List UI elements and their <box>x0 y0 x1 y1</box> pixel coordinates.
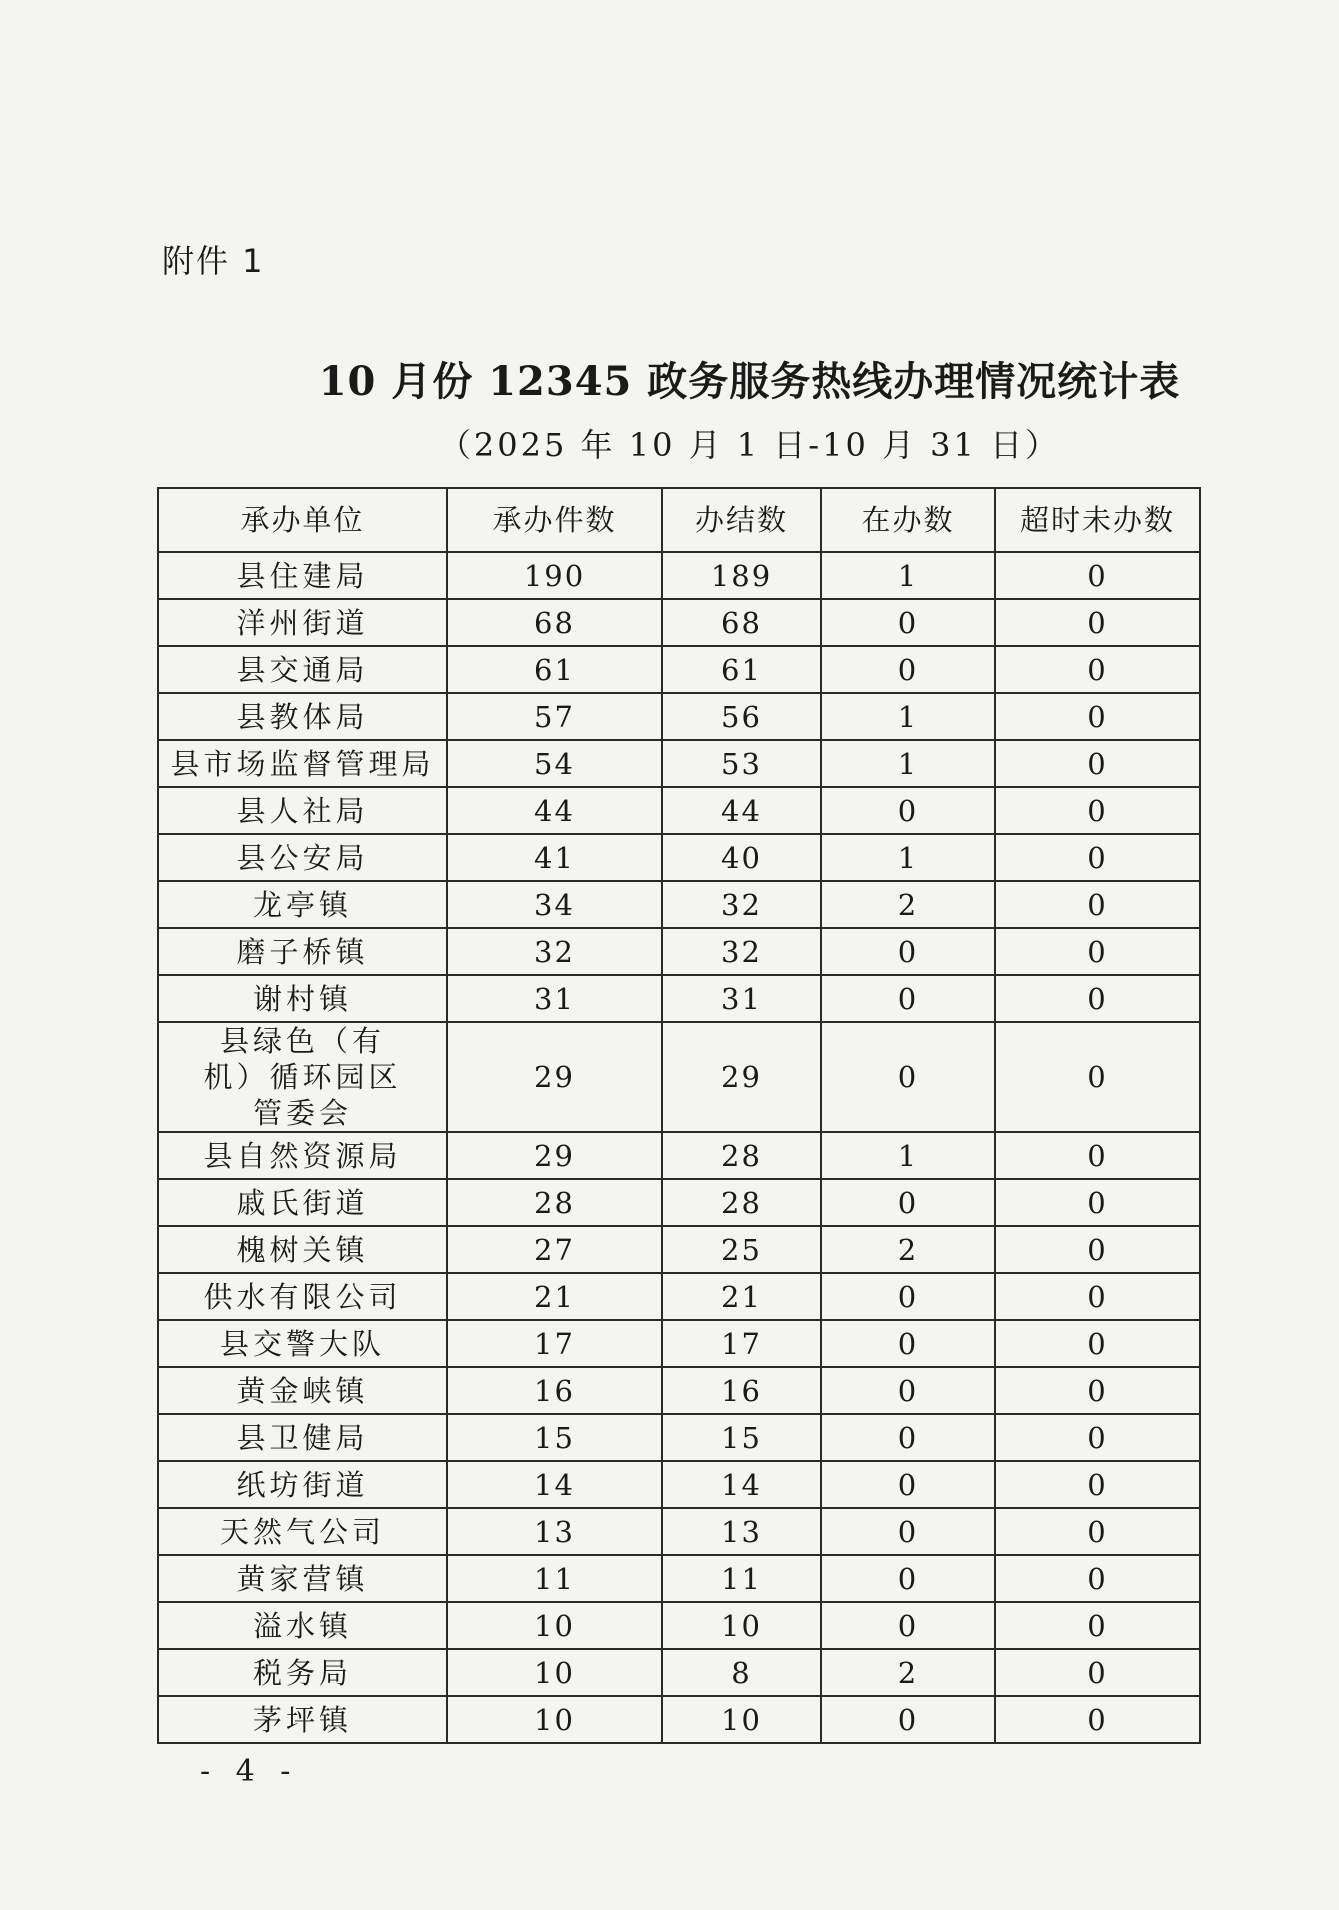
cell-in-progress: 0 <box>821 599 995 646</box>
cell-overdue: 0 <box>995 1367 1200 1414</box>
cell-assigned: 32 <box>447 928 662 975</box>
cell-overdue: 0 <box>995 1132 1200 1179</box>
cell-completed: 32 <box>662 881 821 928</box>
cell-in-progress: 0 <box>821 1696 995 1743</box>
table-row <box>158 552 1200 599</box>
cell-overdue: 0 <box>995 1414 1200 1461</box>
table-row <box>158 1461 1200 1508</box>
table-row <box>158 693 1200 740</box>
cell-in-progress: 0 <box>821 975 995 1022</box>
cell-completed: 28 <box>662 1132 821 1179</box>
cell-completed: 15 <box>662 1414 821 1461</box>
cell-unit: 县人社局 <box>158 787 447 834</box>
cell-assigned: 54 <box>447 740 662 787</box>
cell-assigned: 10 <box>447 1696 662 1743</box>
table-row <box>158 928 1200 975</box>
cell-overdue: 0 <box>995 1022 1200 1132</box>
column-header-assigned: 承办件数 <box>447 488 662 552</box>
cell-unit: 洋州街道 <box>158 599 447 646</box>
cell-unit: 供水有限公司 <box>158 1273 447 1320</box>
cell-in-progress: 0 <box>821 1555 995 1602</box>
cell-assigned: 27 <box>447 1226 662 1273</box>
cell-overdue: 0 <box>995 881 1200 928</box>
page-number: - 4 - <box>200 1754 299 1789</box>
cell-completed: 68 <box>662 599 821 646</box>
cell-in-progress: 0 <box>821 928 995 975</box>
cell-unit: 税务局 <box>158 1649 447 1696</box>
cell-in-progress: 0 <box>821 1508 995 1555</box>
cell-completed: 8 <box>662 1649 821 1696</box>
cell-unit: 溢水镇 <box>158 1602 447 1649</box>
cell-completed: 16 <box>662 1367 821 1414</box>
cell-overdue: 0 <box>995 1273 1200 1320</box>
table-row <box>158 881 1200 928</box>
cell-unit: 磨子桥镇 <box>158 928 447 975</box>
cell-completed: 53 <box>662 740 821 787</box>
cell-in-progress: 0 <box>821 1367 995 1414</box>
table-row <box>158 1179 1200 1226</box>
hotline-statistics-table <box>157 487 1201 1744</box>
cell-completed: 10 <box>662 1602 821 1649</box>
cell-in-progress: 1 <box>821 834 995 881</box>
cell-overdue: 0 <box>995 1649 1200 1696</box>
table-row <box>158 1508 1200 1555</box>
document-title: 10 月份 12345 政务服务热线办理情况统计表 <box>318 358 1181 405</box>
table-row <box>158 1226 1200 1273</box>
cell-in-progress: 0 <box>821 1320 995 1367</box>
cell-assigned: 14 <box>447 1461 662 1508</box>
cell-in-progress: 1 <box>821 693 995 740</box>
cell-completed: 40 <box>662 834 821 881</box>
cell-in-progress: 0 <box>821 1022 995 1132</box>
table-row <box>158 1320 1200 1367</box>
cell-overdue: 0 <box>995 1696 1200 1743</box>
attachment-label: 附件 1 <box>162 242 265 280</box>
cell-overdue: 0 <box>995 1461 1200 1508</box>
cell-assigned: 10 <box>447 1649 662 1696</box>
table-row <box>158 1696 1200 1743</box>
cell-overdue: 0 <box>995 1555 1200 1602</box>
cell-completed: 29 <box>662 1022 821 1132</box>
cell-overdue: 0 <box>995 1226 1200 1273</box>
cell-unit: 县自然资源局 <box>158 1132 447 1179</box>
cell-completed: 56 <box>662 693 821 740</box>
cell-assigned: 16 <box>447 1367 662 1414</box>
table-row <box>158 1273 1200 1320</box>
cell-completed: 31 <box>662 975 821 1022</box>
cell-overdue: 0 <box>995 1602 1200 1649</box>
cell-overdue: 0 <box>995 928 1200 975</box>
table-row <box>158 1649 1200 1696</box>
cell-unit: 纸坊街道 <box>158 1461 447 1508</box>
cell-completed: 10 <box>662 1696 821 1743</box>
table-row <box>158 1367 1200 1414</box>
cell-assigned: 57 <box>447 693 662 740</box>
cell-unit: 戚氏街道 <box>158 1179 447 1226</box>
cell-unit: 县住建局 <box>158 552 447 599</box>
cell-assigned: 41 <box>447 834 662 881</box>
cell-overdue: 0 <box>995 740 1200 787</box>
cell-in-progress: 1 <box>821 740 995 787</box>
column-header-completed: 办结数 <box>662 488 821 552</box>
cell-in-progress: 0 <box>821 1179 995 1226</box>
column-header-in-progress: 在办数 <box>821 488 995 552</box>
cell-assigned: 10 <box>447 1602 662 1649</box>
column-header-unit: 承办单位 <box>158 488 447 552</box>
cell-assigned: 68 <box>447 599 662 646</box>
table-row <box>158 1602 1200 1649</box>
cell-completed: 13 <box>662 1508 821 1555</box>
cell-assigned: 13 <box>447 1508 662 1555</box>
cell-overdue: 0 <box>995 693 1200 740</box>
table-row <box>158 646 1200 693</box>
cell-in-progress: 0 <box>821 1273 995 1320</box>
cell-in-progress: 1 <box>821 1132 995 1179</box>
cell-unit: 茅坪镇 <box>158 1696 447 1743</box>
cell-completed: 21 <box>662 1273 821 1320</box>
table-row <box>158 599 1200 646</box>
cell-in-progress: 0 <box>821 1602 995 1649</box>
cell-in-progress: 0 <box>821 1461 995 1508</box>
cell-in-progress: 1 <box>821 552 995 599</box>
cell-completed: 32 <box>662 928 821 975</box>
cell-in-progress: 0 <box>821 787 995 834</box>
table-row <box>158 1132 1200 1179</box>
table-body <box>158 552 1200 1743</box>
cell-unit: 县市场监督管理局 <box>158 740 447 787</box>
cell-unit: 龙亭镇 <box>158 881 447 928</box>
column-header-overdue: 超时未办数 <box>995 488 1200 552</box>
cell-completed: 61 <box>662 646 821 693</box>
document-date-range: （2025 年 10 月 1 日-10 月 31 日） <box>438 426 1061 464</box>
cell-overdue: 0 <box>995 1179 1200 1226</box>
cell-unit: 黄金峡镇 <box>158 1367 447 1414</box>
cell-assigned: 11 <box>447 1555 662 1602</box>
cell-overdue: 0 <box>995 834 1200 881</box>
cell-in-progress: 2 <box>821 1226 995 1273</box>
table-header <box>158 488 1200 552</box>
cell-unit: 县公安局 <box>158 834 447 881</box>
cell-assigned: 17 <box>447 1320 662 1367</box>
cell-overdue: 0 <box>995 646 1200 693</box>
cell-overdue: 0 <box>995 552 1200 599</box>
cell-in-progress: 0 <box>821 1414 995 1461</box>
cell-in-progress: 2 <box>821 881 995 928</box>
cell-completed: 189 <box>662 552 821 599</box>
cell-overdue: 0 <box>995 975 1200 1022</box>
cell-unit: 槐树关镇 <box>158 1226 447 1273</box>
cell-assigned: 44 <box>447 787 662 834</box>
cell-assigned: 29 <box>447 1132 662 1179</box>
table-row <box>158 975 1200 1022</box>
table-row <box>158 1555 1200 1602</box>
cell-overdue: 0 <box>995 1508 1200 1555</box>
cell-unit: 天然气公司 <box>158 1508 447 1555</box>
cell-unit: 县教体局 <box>158 693 447 740</box>
cell-assigned: 21 <box>447 1273 662 1320</box>
cell-assigned: 28 <box>447 1179 662 1226</box>
cell-overdue: 0 <box>995 1320 1200 1367</box>
cell-in-progress: 0 <box>821 646 995 693</box>
header-row <box>158 488 1200 552</box>
cell-unit: 黄家营镇 <box>158 1555 447 1602</box>
cell-completed: 14 <box>662 1461 821 1508</box>
table-row <box>158 1022 1200 1132</box>
table-row <box>158 1414 1200 1461</box>
cell-completed: 44 <box>662 787 821 834</box>
cell-completed: 17 <box>662 1320 821 1367</box>
cell-unit: 县交警大队 <box>158 1320 447 1367</box>
cell-completed: 11 <box>662 1555 821 1602</box>
cell-unit: 县绿色（有机）循环园区管委会 <box>158 1022 447 1132</box>
cell-assigned: 190 <box>447 552 662 599</box>
cell-assigned: 61 <box>447 646 662 693</box>
cell-assigned: 31 <box>447 975 662 1022</box>
cell-overdue: 0 <box>995 787 1200 834</box>
cell-completed: 25 <box>662 1226 821 1273</box>
cell-in-progress: 2 <box>821 1649 995 1696</box>
table-row <box>158 740 1200 787</box>
cell-completed: 28 <box>662 1179 821 1226</box>
table-row <box>158 834 1200 881</box>
cell-overdue: 0 <box>995 599 1200 646</box>
cell-assigned: 15 <box>447 1414 662 1461</box>
cell-assigned: 34 <box>447 881 662 928</box>
cell-unit: 县卫健局 <box>158 1414 447 1461</box>
cell-unit: 谢村镇 <box>158 975 447 1022</box>
table-row <box>158 787 1200 834</box>
cell-assigned: 29 <box>447 1022 662 1132</box>
cell-unit: 县交通局 <box>158 646 447 693</box>
